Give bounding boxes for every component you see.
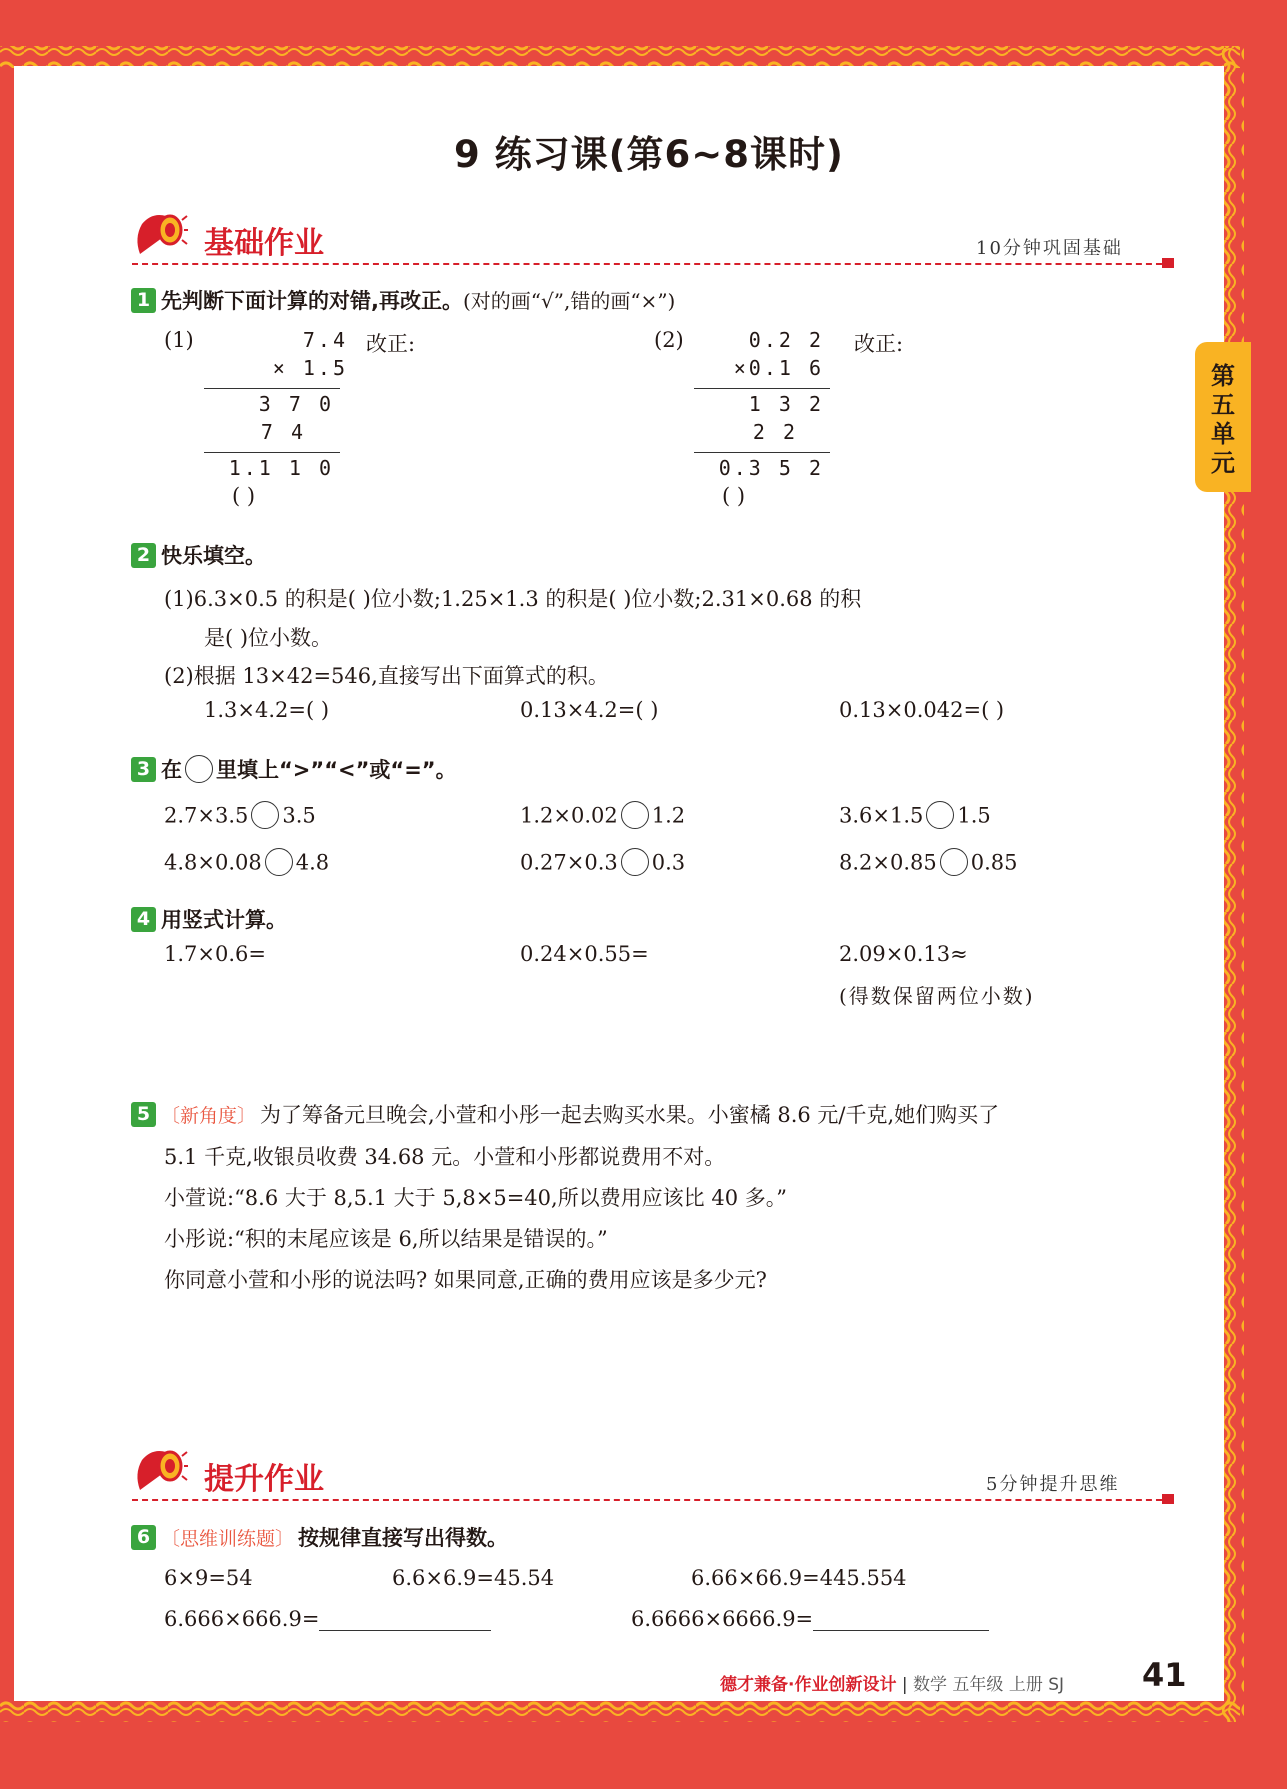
page-number: 41 bbox=[1142, 1656, 1187, 1694]
q1-p2-row2: ×0.1 6 bbox=[733, 356, 824, 380]
section-note-advanced: 5分钟提升思维 bbox=[986, 1474, 1120, 1495]
question-number: 2 bbox=[131, 543, 156, 568]
q2-line1: (1)6.3×0.5 的积是( )位小数;1.25×1.3 的积是( )位小数;2.31×0.68 的积 bbox=[164, 587, 862, 611]
worksheet-page bbox=[14, 66, 1224, 1701]
question-stem: 快乐填空。 bbox=[161, 544, 266, 568]
section-note-basic: 10分钟巩固基础 bbox=[976, 238, 1123, 259]
question-note: (对的画“√”,错的画“×”) bbox=[462, 289, 676, 313]
q1-p1-row5: 1.1 1 0 bbox=[228, 456, 334, 480]
section-title-basic: 基础作业 bbox=[204, 226, 324, 261]
footer-brand: 德才兼备·作业创新设计 bbox=[720, 1675, 897, 1695]
question-1 bbox=[131, 285, 675, 315]
page-title: 9 练习课(第6~8课时) bbox=[454, 133, 844, 176]
q1-p1-row2: × 1.5 bbox=[272, 356, 348, 380]
q4-item-1[interactable]: 1.7×0.6= bbox=[164, 942, 266, 966]
q1-p2-label: (2) bbox=[654, 328, 684, 352]
compare-circle[interactable] bbox=[940, 848, 968, 876]
q4-item-3[interactable]: 2.09×0.13≈ bbox=[839, 942, 968, 966]
q3-item-2: 1.2×0.02 1.2 bbox=[520, 803, 685, 831]
divider-end-mark bbox=[1162, 258, 1174, 268]
question-stem-b: 里填上“>”“<”或“=”。 bbox=[216, 758, 457, 782]
divider-end-mark bbox=[1162, 1494, 1174, 1504]
question-stem: 先判断下面计算的对错,再改正。 bbox=[161, 289, 463, 313]
compare-circle[interactable] bbox=[621, 801, 649, 829]
q6-item-3: 6.66×66.9=445.554 bbox=[691, 1566, 907, 1590]
calc-line bbox=[204, 388, 340, 389]
footer bbox=[720, 1670, 1064, 1695]
q3-item-5: 0.27×0.3 0.3 bbox=[520, 850, 685, 878]
q6-item-5: 6.6666×6666.9= bbox=[631, 1607, 989, 1631]
q4-note: (得数保留两位小数) bbox=[839, 984, 1035, 1008]
answer-blank[interactable] bbox=[813, 1607, 989, 1631]
q5-line5: 你同意小萱和小彤的说法吗? 如果同意,正确的费用应该是多少元? bbox=[164, 1268, 767, 1292]
compare-circle[interactable] bbox=[251, 801, 279, 829]
q6-item-1: 6×9=54 bbox=[164, 1566, 253, 1590]
footer-subject: 数学 五年级 上册 SJ bbox=[913, 1675, 1065, 1695]
q1-p1-row3: 3 7 0 bbox=[258, 392, 334, 416]
q2-line2: 是( )位小数。 bbox=[204, 626, 333, 650]
q2-item-2[interactable]: 0.13×4.2=( ) bbox=[520, 698, 659, 722]
q5-line4: 小彤说:“积的末尾应该是 6,所以结果是错误的。” bbox=[164, 1227, 608, 1251]
question-stem: 按规律直接写出得数。 bbox=[298, 1526, 509, 1550]
q3-item-3: 3.6×1.5 1.5 bbox=[839, 803, 991, 831]
circle-icon bbox=[185, 755, 213, 783]
unit-side-text bbox=[1200, 362, 1246, 478]
q1-p1-answer-paren[interactable]: ( ) bbox=[232, 484, 256, 508]
section-divider bbox=[132, 1499, 1172, 1501]
q3-item-4: 4.8×0.08 4.8 bbox=[164, 850, 329, 878]
q4-item-2[interactable]: 0.24×0.55= bbox=[520, 942, 649, 966]
question-number: 5 bbox=[131, 1102, 156, 1127]
unit-side-char: 单 bbox=[1211, 420, 1235, 448]
q1-p1-fix-label: 改正: bbox=[366, 332, 416, 356]
question-tag: 〔思维训练题〕 bbox=[161, 1528, 295, 1550]
q1-p1-row1: 7.4 bbox=[302, 328, 348, 352]
q1-p2-row3: 1 3 2 bbox=[748, 392, 824, 416]
footer-sep: | bbox=[901, 1675, 908, 1695]
q1-p2-row5: 0.3 5 2 bbox=[718, 456, 824, 480]
q5-line2: 5.1 千克,收银员收费 34.68 元。小萱和小彤都说费用不对。 bbox=[164, 1145, 726, 1169]
calc-line bbox=[694, 452, 830, 453]
calc-line bbox=[204, 452, 340, 453]
q6-item-2: 6.6×6.9=45.54 bbox=[392, 1566, 555, 1590]
question-5 bbox=[131, 1099, 999, 1129]
question-stem: 用竖式计算。 bbox=[161, 908, 287, 932]
q1-p2-row4: 2 2 bbox=[752, 420, 798, 444]
q1-p2-row1: 0.2 2 bbox=[748, 328, 824, 352]
question-4 bbox=[131, 904, 287, 934]
unit-side-char: 元 bbox=[1211, 449, 1235, 477]
question-3 bbox=[131, 754, 457, 785]
q6-item-4: 6.666×666.9= bbox=[164, 1607, 491, 1631]
q1-p2-fix-label: 改正: bbox=[854, 332, 904, 356]
section-title-advanced: 提升作业 bbox=[204, 1462, 324, 1497]
q5-line3: 小萱说:“8.6 大于 8,5.1 大于 5,8×5=40,所以费用应该比 40 多。” bbox=[164, 1186, 787, 1210]
q2-item-3[interactable]: 0.13×0.042=( ) bbox=[839, 698, 1005, 722]
question-number: 6 bbox=[131, 1525, 156, 1550]
megaphone-icon bbox=[132, 208, 188, 262]
q3-item-6: 8.2×0.85 0.85 bbox=[839, 850, 1018, 878]
q2-line3: (2)根据 13×42=546,直接写出下面算式的积。 bbox=[164, 664, 609, 688]
compare-circle[interactable] bbox=[265, 848, 293, 876]
section-divider bbox=[132, 263, 1172, 265]
answer-blank[interactable] bbox=[319, 1607, 491, 1631]
unit-side-char: 第 bbox=[1211, 362, 1235, 390]
question-number: 3 bbox=[131, 757, 156, 782]
question-number: 4 bbox=[131, 907, 156, 932]
calc-line bbox=[694, 388, 830, 389]
question-tag: 〔新角度〕 bbox=[161, 1105, 257, 1127]
compare-circle[interactable] bbox=[621, 848, 649, 876]
q3-item-1: 2.7×3.5 3.5 bbox=[164, 803, 316, 831]
question-stem-a: 在 bbox=[161, 758, 182, 782]
megaphone-icon bbox=[132, 1444, 188, 1498]
q1-p2-answer-paren[interactable]: ( ) bbox=[722, 484, 746, 508]
q1-p1-label: (1) bbox=[164, 328, 194, 352]
question-6 bbox=[131, 1522, 508, 1552]
q2-item-1[interactable]: 1.3×4.2=( ) bbox=[204, 698, 330, 722]
q5-line1: 为了筹备元旦晚会,小萱和小彤一起去购买水果。小蜜橘 8.6 元/千克,她们购买了 bbox=[260, 1103, 1000, 1127]
q1-p1-row4: 7 4 bbox=[260, 420, 306, 444]
question-2 bbox=[131, 540, 266, 570]
unit-side-label bbox=[1200, 362, 1246, 478]
compare-circle[interactable] bbox=[926, 801, 954, 829]
question-number: 1 bbox=[131, 288, 156, 313]
unit-side-char: 五 bbox=[1211, 391, 1235, 419]
